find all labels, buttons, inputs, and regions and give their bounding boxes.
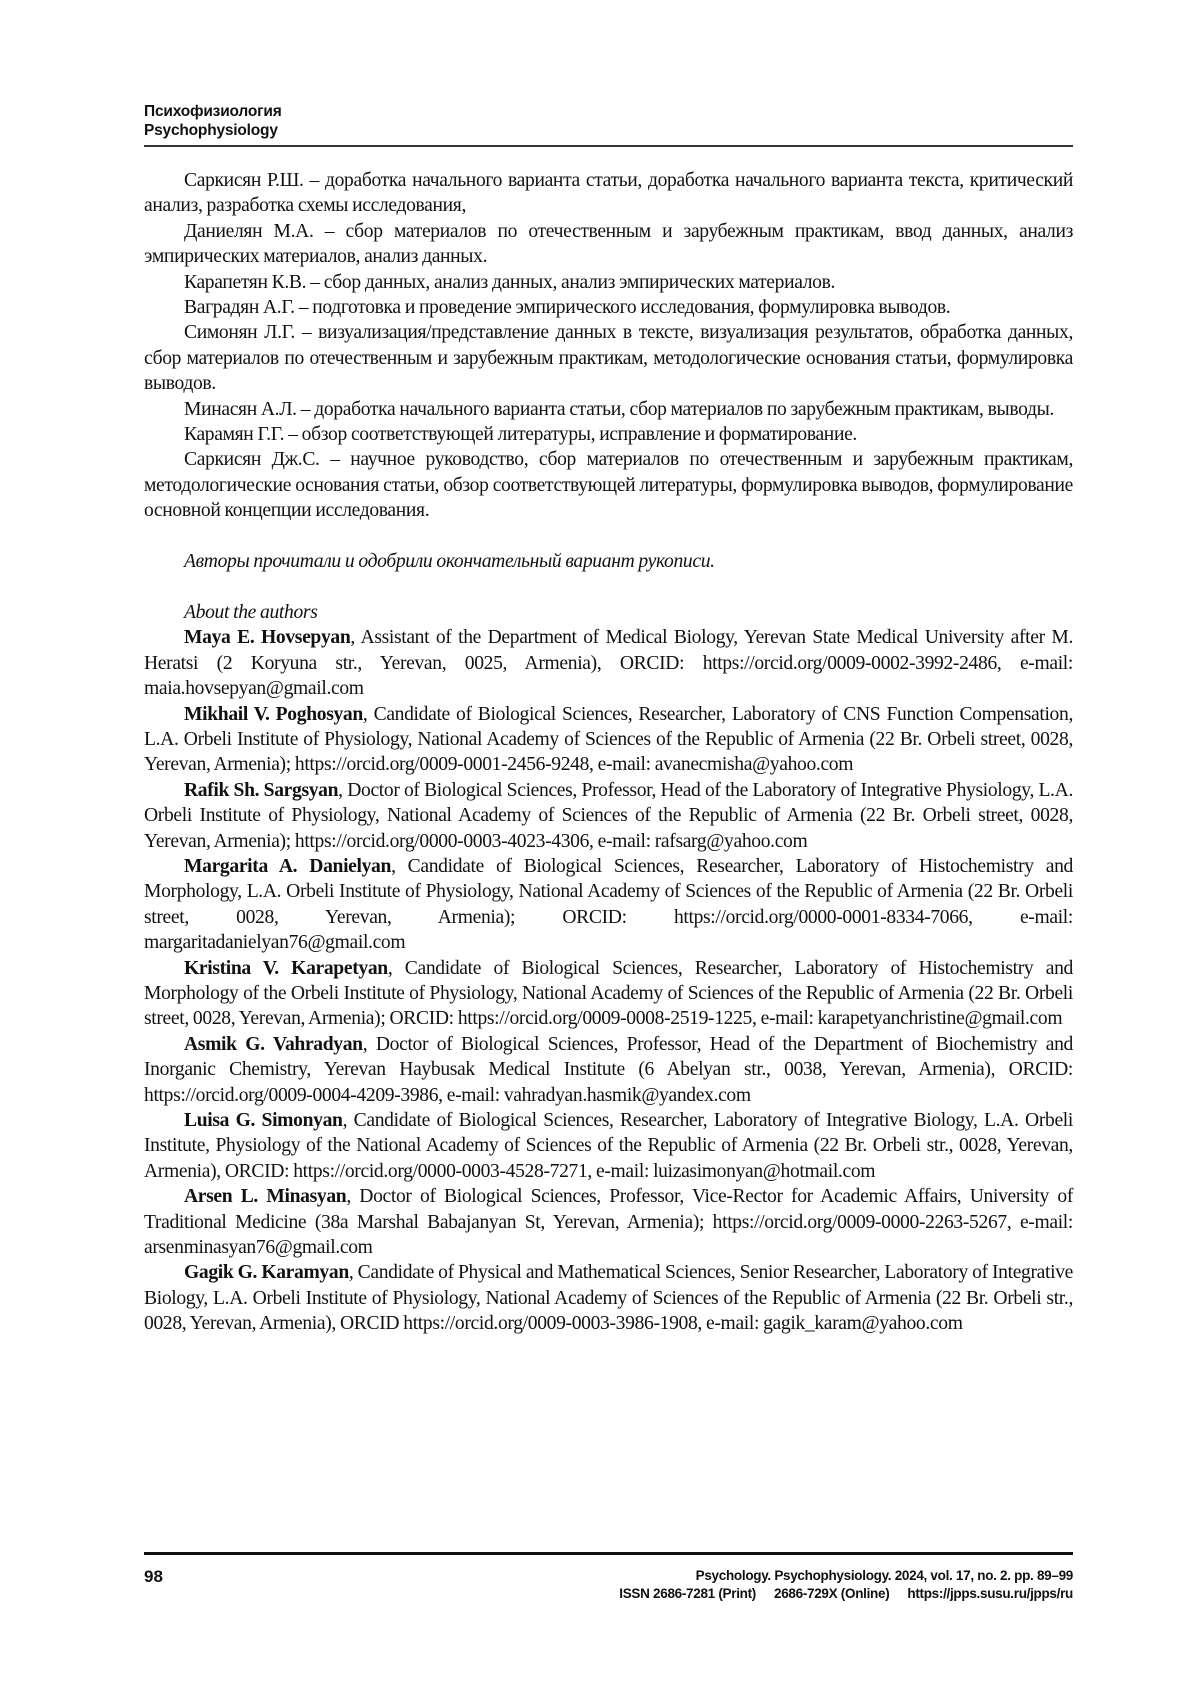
author-entry xyxy=(144,1184,1073,1260)
author-details: , Candidate of Biological Sciences, Researcher, Laboratory of Histochemistry and Morphology of the Orbeli Institute of Physiology, National Academy of Sciences of the Republic of Armenia (22 Br. Orbeli street, 0028, Yerevan, Armenia); ORCID: https://orcid.org/0009-0008-2519-1225, e-mail: karapetyanchristine@gmail.com xyxy=(144,958,1073,1030)
issn-print: ISSN 2686-7281 (Print) xyxy=(619,1586,756,1601)
journal-identifiers xyxy=(619,1585,1073,1603)
author-name: Rafik Sh. Sargsyan xyxy=(184,780,338,801)
author-entry xyxy=(144,1260,1073,1336)
author-entry xyxy=(144,854,1073,956)
page-body xyxy=(144,168,1073,1337)
journal-info xyxy=(619,1567,1073,1603)
author-entry xyxy=(144,1108,1073,1184)
author-details: , Doctor of Biological Sciences, Professor, Vice-Rector for Academic Affairs, University of Traditional Medicine (38a Marshal Babajanyan St, Yerevan, Armenia); https://orcid.org/0009-0000-2263-5267, e-mail: arsenminasyan76@gmail.com xyxy=(144,1186,1073,1258)
author-entry xyxy=(144,702,1073,778)
issn-online: 2686-729X (Online) xyxy=(774,1586,889,1601)
page-number: 98 xyxy=(144,1567,163,1587)
author-details: , Candidate of Biological Sciences, Researcher, Laboratory of Histochemistry and Morphology, L.A. Orbeli Institute of Physiology, National Academy of Sciences of the Republic of Armenia (22 Br. Orbeli street, 0028, Yerevan, Armenia); ORCID: https://orcid.org/0000-0001-8334-7066, e-mail: margaritadanielyan76@gmail.com xyxy=(144,856,1073,953)
section-title-ru: Психофизиология xyxy=(144,102,282,121)
running-head xyxy=(144,102,282,140)
about-authors-heading: About the authors xyxy=(144,600,1073,625)
approval-note: Авторы прочитали и одобрили окончательный вариант рукописи. xyxy=(144,549,1073,574)
author-name: Gagik G. Karamyan xyxy=(184,1262,349,1283)
author-name: Kristina V. Karapetyan xyxy=(184,958,388,979)
author-details: , Candidate of Biological Sciences, Researcher, Laboratory of CNS Function Compensation, L.A. Orbeli Institute of Physiology, National Academy of Sciences of the Republic of Armenia (22 Br. Orbeli street, 0028, Yerevan, Armenia); https://orcid.org/0009-0001-2456-9248, e-mail: avanecmisha@yahoo.com xyxy=(144,704,1073,776)
contribution-paragraph: Симонян Л.Г. – визуализация/представление данных в тексте, визуализация результатов, обработка данных, сбор материалов по отечественным и зарубежным практикам, методологические основания статьи, формулировка выводов. xyxy=(144,320,1073,396)
author-contributions xyxy=(144,168,1073,524)
journal-url[interactable]: https://jpps.susu.ru/jpps/ru xyxy=(907,1586,1073,1601)
contribution-paragraph: Саркисян Дж.С. – научное руководство, сбор материалов по отечественным и зарубежным практикам, методологические основания статьи, обзор соответствующей литературы, формулировка выводов, формулирование основной концепции исследования. xyxy=(144,447,1073,523)
author-entry xyxy=(144,1032,1073,1108)
journal-citation: Psychology. Psychophysiology. 2024, vol. 17, no. 2. pp. 89–99 xyxy=(619,1567,1073,1585)
footer-divider xyxy=(144,1552,1073,1555)
contribution-paragraph: Карамян Г.Г. – обзор соответствующей литературы, исправление и форматирование. xyxy=(144,422,1073,447)
author-details: , Candidate of Physical and Mathematical Sciences, Senior Researcher, Laboratory of Integrative Biology, L.A. Orbeli Institute of Physiology, National Academy of Sciences of the Republic of Armenia (22 Br. Orbeli str., 0028, Yerevan, Armenia), ORCID https://orcid.org/0009-0003-3986-1908, e-mail: gagik_karam@yahoo.com xyxy=(144,1262,1073,1334)
author-name: Asmik G. Vahradyan xyxy=(184,1034,363,1055)
author-details: , Candidate of Biological Sciences, Researcher, Laboratory of Integrative Biology, L.A. Orbeli Institute, Physiology of the National Academy of Sciences of the Republic of Armenia (22 Br. Orbeli str., 0028, Yerevan, Armenia), ORCID: https://orcid.org/0000-0003-4528-7271, e-mail: luizasimonyan@hotmail.com xyxy=(144,1110,1073,1182)
contribution-paragraph: Саркисян Р.Ш. – доработка начального варианта статьи, доработка начального варианта текста, критический анализ, разработка схемы исследования, xyxy=(144,168,1073,219)
header-divider xyxy=(144,145,1073,147)
author-details: , Doctor of Biological Sciences, Professor, Head of the Laboratory of Integrative Physiology, L.A. Orbeli Institute of Physiology, National Academy of Sciences of the Republic of Armenia (22 Br. Orbeli street, 0028, Yerevan, Armenia); https://orcid.org/0000-0003-4023-4306, e-mail: rafsarg@yahoo.com xyxy=(144,780,1073,852)
author-entry xyxy=(144,778,1073,854)
contribution-paragraph: Ваградян А.Г. – подготовка и проведение эмпирического исследования, формулировка выводов. xyxy=(144,295,1073,320)
author-entry xyxy=(144,956,1073,1032)
author-details: , Assistant of the Department of Medical Biology, Yerevan State Medical University after M. Heratsi (2 Koryuna str., Yerevan, 0025, Armenia), ORCID: https://orcid.org/0009-0002-3992-2486, e-mail: maia.hovsepyan@gmail.com xyxy=(144,627,1073,699)
author-name: Maya E. Hovsepyan xyxy=(184,627,350,648)
section-title-en: Psychophysiology xyxy=(144,121,282,140)
contribution-paragraph: Минасян А.Л. – доработка начального варианта статьи, сбор материалов по зарубежным практикам, выводы. xyxy=(144,397,1073,422)
author-name: Arsen L. Minasyan xyxy=(184,1186,346,1207)
author-details: , Doctor of Biological Sciences, Professor, Head of the Department of Biochemistry and Inorganic Chemistry, Yerevan Haybusak Medical Institute (6 Abelyan str., 0038, Yerevan, Armenia), ORCID: https://orcid.org/0009-0004-4209-3986, e-mail: vahradyan.hasmik@yandex.com xyxy=(144,1034,1073,1106)
author-name: Margarita A. Danielyan xyxy=(184,856,391,877)
author-list xyxy=(144,625,1073,1336)
contribution-paragraph: Даниелян М.А. – сбор материалов по отечественным и зарубежным практикам, ввод данных, анализ эмпирических материалов, анализ данных. xyxy=(144,219,1073,270)
contribution-paragraph: Карапетян К.В. – сбор данных, анализ данных, анализ эмпирических материалов. xyxy=(144,270,1073,295)
author-name: Luisa G. Simonyan xyxy=(184,1110,343,1131)
author-entry xyxy=(144,625,1073,701)
author-name: Mikhail V. Poghosyan xyxy=(184,704,363,725)
